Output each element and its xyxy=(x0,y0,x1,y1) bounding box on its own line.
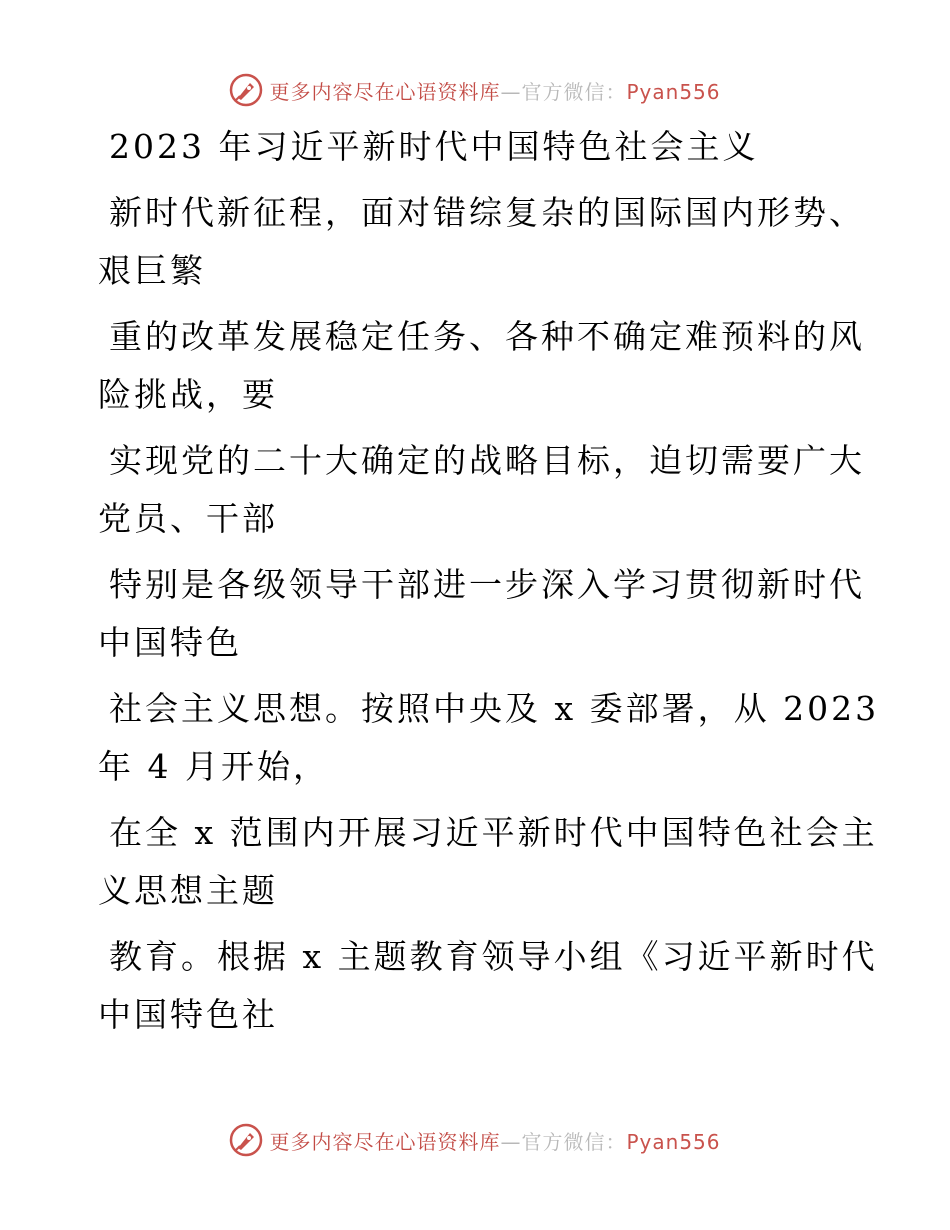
text-line: 社会主义思想。按照中央及 x 委部署，从 2023 xyxy=(109,689,880,728)
pen-nib-logo-icon xyxy=(229,1123,263,1157)
text-line: 2023 年习近平新时代中国特色社会主义 xyxy=(109,127,759,166)
text-line: 重的改革发展稳定任务、各种不确定难预料的风 xyxy=(109,317,865,356)
paragraph xyxy=(98,680,880,796)
text-line: 中国特色社 xyxy=(98,995,278,1034)
text-line: 党员、干部 xyxy=(98,499,278,538)
watermark-brand: 更多内容尽在心语资料库 xyxy=(269,79,501,104)
text-line: 年 4 月开始， xyxy=(98,747,329,786)
watermark-wechat-id: Pyan556 xyxy=(626,79,721,104)
text-line: 特别是各级领导干部进一步深入学习贯彻新时代 xyxy=(109,565,865,604)
paragraph xyxy=(98,804,878,920)
watermark-text xyxy=(269,1126,720,1155)
text-line: 新时代新征程，面对错综复杂的国际国内形势、 xyxy=(109,193,865,232)
text-line: 中国特色 xyxy=(98,623,242,662)
text-line: 艰巨繁 xyxy=(98,251,206,290)
watermark-header xyxy=(0,70,950,110)
document-body xyxy=(98,118,880,1044)
watermark-contact: —官方微信： xyxy=(500,79,627,104)
text-line: 教育。根据 x 主题教育领导小组《习近平新时代 xyxy=(109,937,878,976)
paragraph xyxy=(98,184,865,300)
paragraph xyxy=(98,432,865,548)
pen-nib-logo-icon xyxy=(229,73,263,107)
text-line: 实现党的二十大确定的战略目标，迫切需要广大 xyxy=(109,441,865,480)
watermark-text xyxy=(269,76,720,105)
paragraph xyxy=(98,308,865,424)
paragraph-title xyxy=(98,118,858,176)
watermark-footer xyxy=(0,1120,950,1160)
text-line: 险挑战，要 xyxy=(98,375,278,414)
watermark-brand: 更多内容尽在心语资料库 xyxy=(269,1129,501,1154)
text-line: 在全 x 范围内开展习近平新时代中国特色社会主 xyxy=(109,813,878,852)
text-line: 义思想主题 xyxy=(98,871,278,910)
watermark-wechat-id: Pyan556 xyxy=(626,1129,721,1154)
watermark-contact: —官方微信： xyxy=(500,1129,627,1154)
paragraph xyxy=(98,556,865,672)
paragraph xyxy=(98,928,878,1044)
